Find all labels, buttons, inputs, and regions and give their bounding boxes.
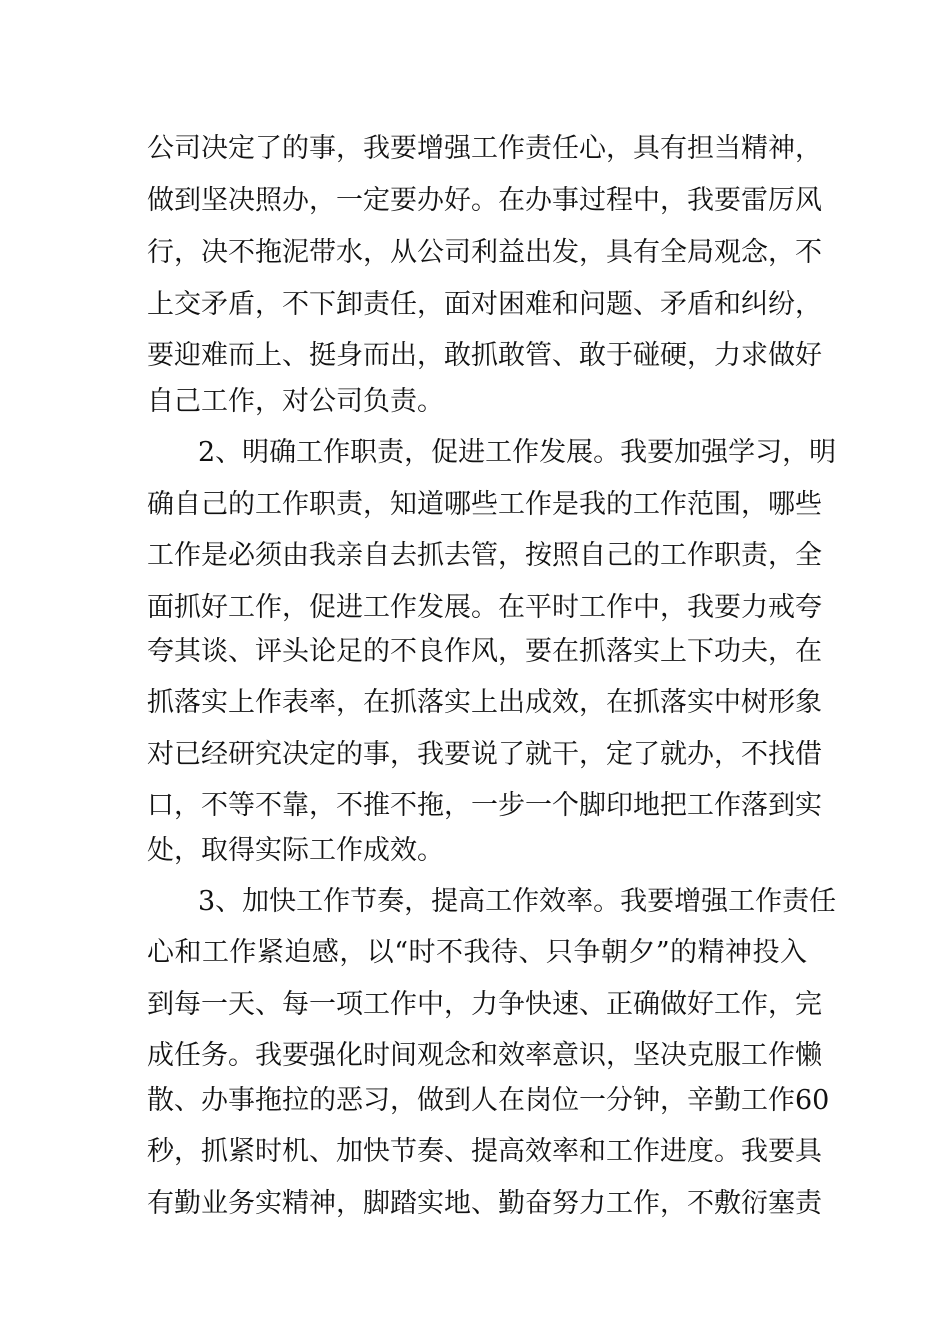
text-line: 工作是必须由我亲自去抓去管，按照自己的工作职责，全 — [147, 540, 822, 571]
text-line: 行，决不拖泥带水，从公司利益出发，具有全局观念，不 — [147, 237, 822, 268]
text-line: 做到坚决照办，一定要办好。在办事过程中，我要雷厉风 — [147, 185, 822, 216]
text-line: 上交矛盾，不下卸责任，面对困难和问题、矛盾和纠纷， — [147, 289, 822, 320]
text-line: 秒，抓紧时机、加快节奏、提高效率和工作进度。我要具 — [147, 1136, 822, 1167]
text-line: 面抓好工作，促进工作发展。在平时工作中，我要力戒夸 — [147, 592, 822, 623]
text-line: 抓落实上作表率，在抓落实上出成效，在抓落实中树形象 — [147, 687, 822, 718]
text-line: 散、办事拖拉的恶习，做到人在岗位一分钟，辛勤工作60 — [147, 1085, 830, 1116]
text-line: 公司决定了的事，我要增强工作责任心，具有担当精神， — [147, 133, 822, 164]
text-line: 心和工作紧迫感，以“时不我待、只争朝夕”的精神投入 — [147, 937, 807, 968]
text-line: 对已经研究决定的事，我要说了就干，定了就办，不找借 — [147, 739, 822, 770]
text-line: 成任务。我要强化时间观念和效率意识，坚决克服工作懒 — [147, 1040, 822, 1071]
text-line: 处，取得实际工作成效。 — [147, 835, 444, 866]
text-line: 自己工作，对公司负责。 — [147, 386, 444, 417]
text-line: 有勤业务实精神，脚踏实地、勤奋努力工作，不敷衍塞责 — [147, 1188, 822, 1219]
text-line: 到每一天、每一项工作中，力争快速、正确做好工作，完 — [147, 989, 822, 1020]
text-line: 口，不等不靠，不推不拖，一步一个脚印地把工作落到实 — [147, 790, 822, 821]
text-line: 确自己的工作职责，知道哪些工作是我的工作范围，哪些 — [147, 489, 822, 520]
text-line: 夸其谈、评头论足的不良作风，要在抓落实上下功夫，在 — [147, 636, 822, 667]
text-line: 要迎难而上、挺身而出，敢抓敢管、敢于碰硬，力求做好 — [147, 340, 822, 371]
paragraph-start-line: 3、加快工作节奏，提高工作效率。我要增强工作责任 — [198, 886, 837, 917]
paragraph-start-line: 2、明确工作职责，促进工作发展。我要加强学习，明 — [198, 437, 837, 468]
